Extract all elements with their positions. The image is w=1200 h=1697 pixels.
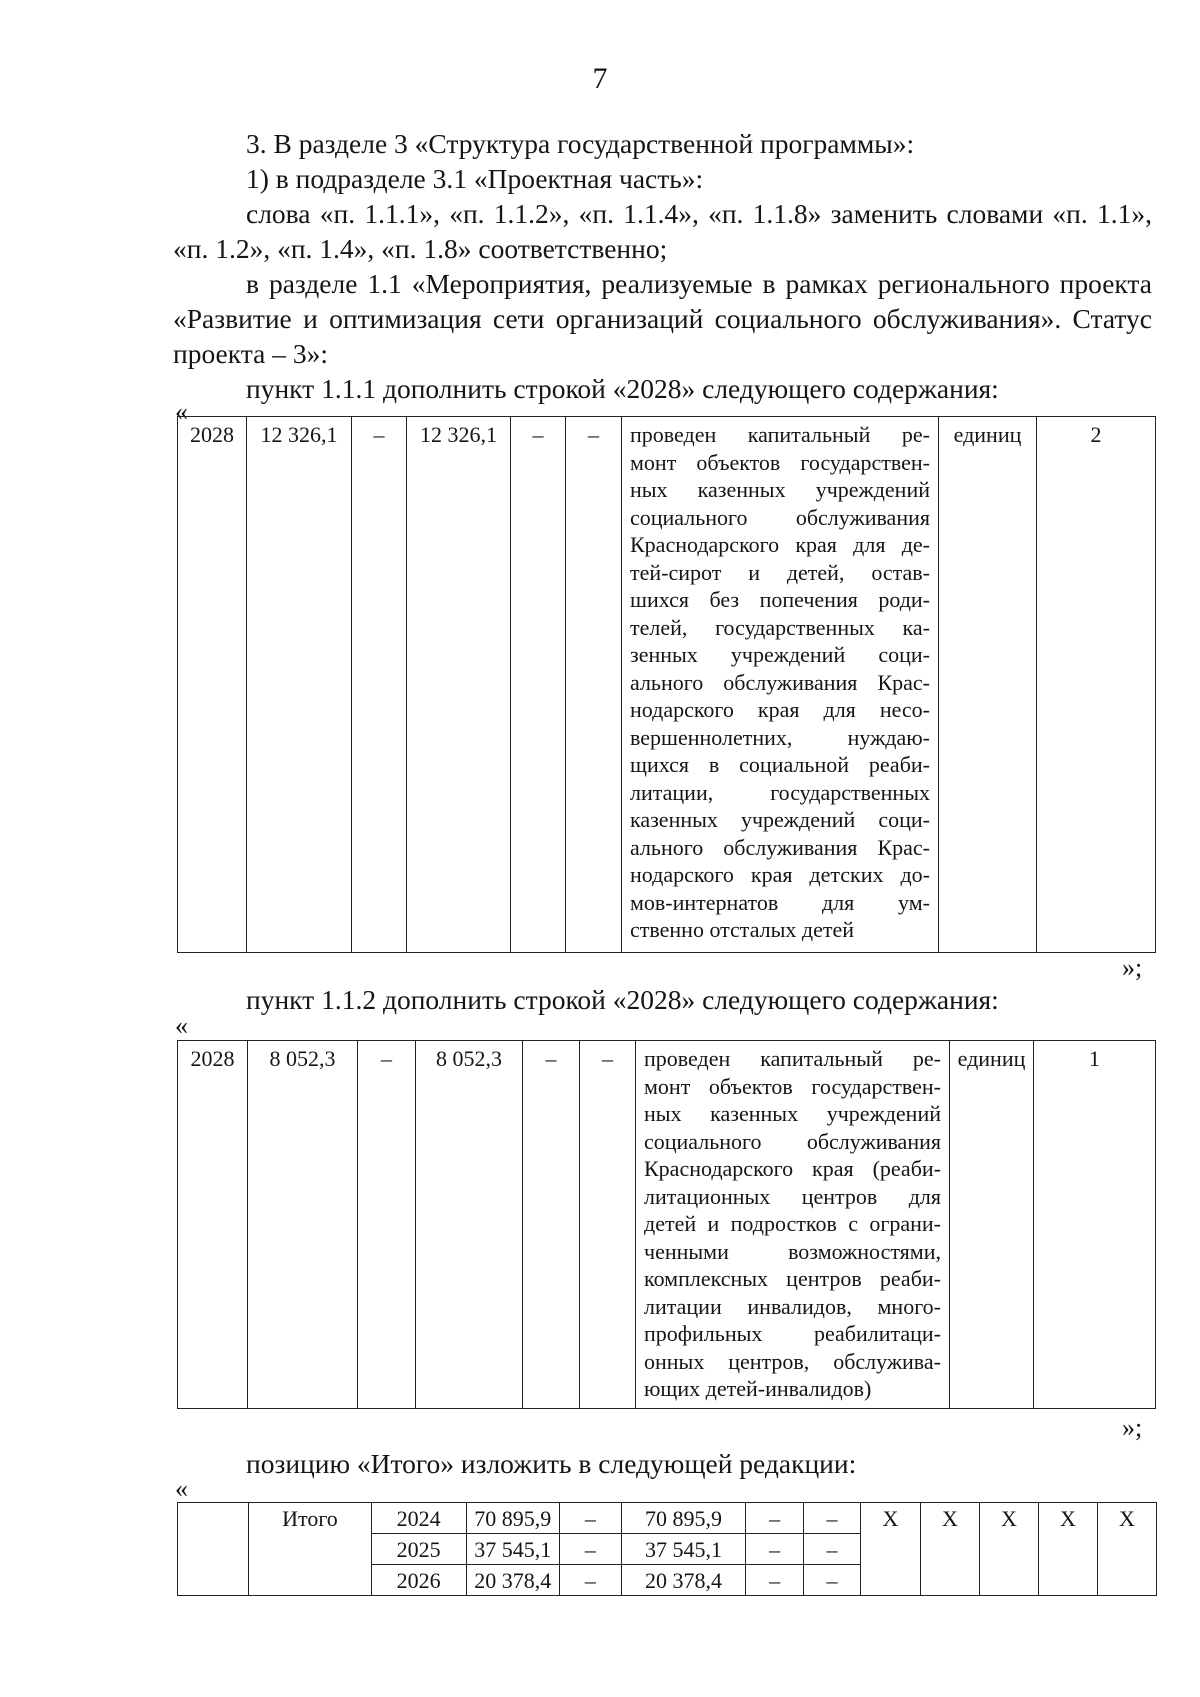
description-line: комплексных центров реаби- bbox=[644, 1266, 941, 1291]
cell-total-label: Итого bbox=[249, 1503, 371, 1596]
cell-dash: – bbox=[804, 1534, 861, 1565]
description-line: литации, государственных bbox=[630, 779, 930, 805]
paragraph-subsection-3-1: 1) в подразделе 3.1 «Проектная часть»: bbox=[246, 163, 704, 194]
cell-unit: единиц bbox=[939, 417, 1037, 953]
table-row bbox=[178, 1041, 1156, 1409]
cell-unit: единиц bbox=[950, 1041, 1034, 1409]
cell-empty bbox=[178, 1503, 249, 1596]
description-line: ального обслуживания Крас- bbox=[630, 669, 930, 695]
description-line: казенных учреждений соци- bbox=[630, 807, 930, 832]
cell-dash: – bbox=[804, 1503, 861, 1534]
cell-dash: – bbox=[746, 1503, 804, 1534]
cell-year: 2026 bbox=[371, 1565, 466, 1596]
cell-dash: – bbox=[358, 1041, 416, 1409]
cell-description bbox=[622, 417, 939, 953]
close-quote-1: »; bbox=[1122, 953, 1143, 982]
paragraph-section-3: 3. В разделе 3 «Структура государственной программы»: bbox=[246, 128, 915, 159]
description-line: монт объектов государствен- bbox=[630, 449, 930, 475]
description-line: социального обслуживания bbox=[644, 1128, 941, 1154]
cell-value: 1 bbox=[1034, 1041, 1156, 1409]
description-line: ющих детей-инвалидов) bbox=[644, 1376, 872, 1401]
description-line: профильных реабилитаци- bbox=[644, 1321, 941, 1346]
cell-year: 2028 bbox=[178, 1041, 248, 1409]
cell-year: 2028 bbox=[178, 417, 247, 953]
description-line: ального обслуживания Крас- bbox=[630, 834, 930, 860]
cell-total: 12 326,1 bbox=[247, 417, 352, 953]
cell-x-mark: X bbox=[1097, 1503, 1156, 1596]
description-line: Краснодарского края для де- bbox=[630, 532, 930, 557]
description-line: проведен капитальный ре- bbox=[644, 1046, 941, 1071]
paragraph-replace-words-line2: «п. 1.2», «п. 1.4», «п. 1.8» соответственно; bbox=[173, 233, 668, 264]
description-line: мов-интернатов для ум- bbox=[630, 889, 930, 915]
table-total bbox=[177, 1502, 1157, 1596]
description-line: монт объектов государствен- bbox=[644, 1073, 941, 1099]
cell-dash: – bbox=[523, 1041, 580, 1409]
paragraph-item-1-1-2: пункт 1.1.2 дополнить строкой «2028» следующего содержания: bbox=[246, 984, 999, 1015]
cell-x-mark: X bbox=[860, 1503, 920, 1596]
cell-dash: – bbox=[746, 1534, 804, 1565]
cell-regional-budget: 70 895,9 bbox=[621, 1503, 745, 1534]
cell-dash: – bbox=[559, 1503, 621, 1534]
cell-dash: – bbox=[352, 417, 407, 953]
cell-dash: – bbox=[804, 1565, 861, 1596]
description-line: детей и подростков с ограни- bbox=[644, 1211, 941, 1236]
description-line: проведен капитальный ре- bbox=[630, 422, 930, 447]
paragraph-total-position: позицию «Итого» изложить в следующей редакции: bbox=[246, 1448, 857, 1479]
page-number: 7 bbox=[592, 62, 608, 95]
cell-year: 2025 bbox=[371, 1534, 466, 1565]
cell-x-mark: X bbox=[1038, 1503, 1097, 1596]
cell-total: 37 545,1 bbox=[466, 1534, 559, 1565]
table-item-1-1-2 bbox=[177, 1040, 1156, 1409]
cell-total: 70 895,9 bbox=[466, 1503, 559, 1534]
description-line: зенных учреждений соци- bbox=[630, 642, 930, 667]
description-line: щихся в социальной реаби- bbox=[630, 752, 930, 777]
cell-dash: – bbox=[746, 1565, 804, 1596]
cell-dash: – bbox=[559, 1534, 621, 1565]
close-quote-2: »; bbox=[1122, 1413, 1143, 1442]
cell-value: 2 bbox=[1037, 417, 1156, 953]
description-line: онных центров, обслужива- bbox=[644, 1348, 941, 1374]
description-line: телей, государственных ка- bbox=[630, 614, 930, 640]
description-line: ченными возможностями, bbox=[644, 1238, 941, 1264]
cell-regional-budget: 8 052,3 bbox=[416, 1041, 523, 1409]
description-line: нодарского края для несо- bbox=[630, 697, 930, 722]
description-line: ственно отсталых детей bbox=[630, 917, 855, 942]
description-line: Краснодарского края (реаби- bbox=[644, 1156, 941, 1181]
description-line: литационных центров для bbox=[644, 1183, 941, 1209]
description-line: нодарского края детских до- bbox=[630, 862, 930, 887]
description-line: литации инвалидов, много- bbox=[644, 1293, 941, 1319]
cell-x-mark: X bbox=[979, 1503, 1038, 1596]
paragraph-section-1-1-line2: «Развитие и оптимизация сети организаций социального обслуживания». Статус bbox=[173, 303, 1152, 334]
cell-total: 8 052,3 bbox=[248, 1041, 358, 1409]
cell-dash: – bbox=[511, 417, 566, 953]
cell-description bbox=[636, 1041, 950, 1409]
paragraph-section-1-1-line1: в разделе 1.1 «Мероприятия, реализуемые в рамках регионального проекта bbox=[246, 268, 1152, 299]
cell-x-mark: X bbox=[920, 1503, 979, 1596]
description-line: вершеннолетних, нуждаю- bbox=[630, 724, 930, 750]
open-quote-3: « bbox=[175, 1474, 188, 1503]
cell-dash: – bbox=[566, 417, 622, 953]
cell-year: 2024 bbox=[371, 1503, 466, 1534]
cell-total: 20 378,4 bbox=[466, 1565, 559, 1596]
description-line: тей-сирот и детей, остав- bbox=[630, 559, 930, 585]
table-item-1-1-1 bbox=[177, 416, 1156, 953]
table-row bbox=[178, 1503, 1157, 1534]
table-row bbox=[178, 417, 1156, 953]
cell-regional-budget: 20 378,4 bbox=[621, 1565, 745, 1596]
open-quote-2: « bbox=[175, 1011, 188, 1040]
paragraph-item-1-1-1: пункт 1.1.1 дополнить строкой «2028» следующего содержания: bbox=[246, 373, 999, 404]
description-line: ных казенных учреждений bbox=[644, 1101, 941, 1126]
paragraph-section-1-1-line3: проекта – 3»: bbox=[173, 338, 328, 369]
cell-regional-budget: 12 326,1 bbox=[407, 417, 511, 953]
paragraph-replace-words-line1: слова «п. 1.1.1», «п. 1.1.2», «п. 1.1.4», «п. 1.1.8» заменить словами «п. 1.1», bbox=[246, 198, 1152, 229]
cell-dash: – bbox=[580, 1041, 636, 1409]
cell-dash: – bbox=[559, 1565, 621, 1596]
open-quote-1: « bbox=[175, 397, 188, 426]
cell-regional-budget: 37 545,1 bbox=[621, 1534, 745, 1565]
description-line: ных казенных учреждений bbox=[630, 477, 930, 502]
description-line: шихся без попечения роди- bbox=[630, 587, 930, 612]
description-line: социального обслуживания bbox=[630, 504, 930, 530]
